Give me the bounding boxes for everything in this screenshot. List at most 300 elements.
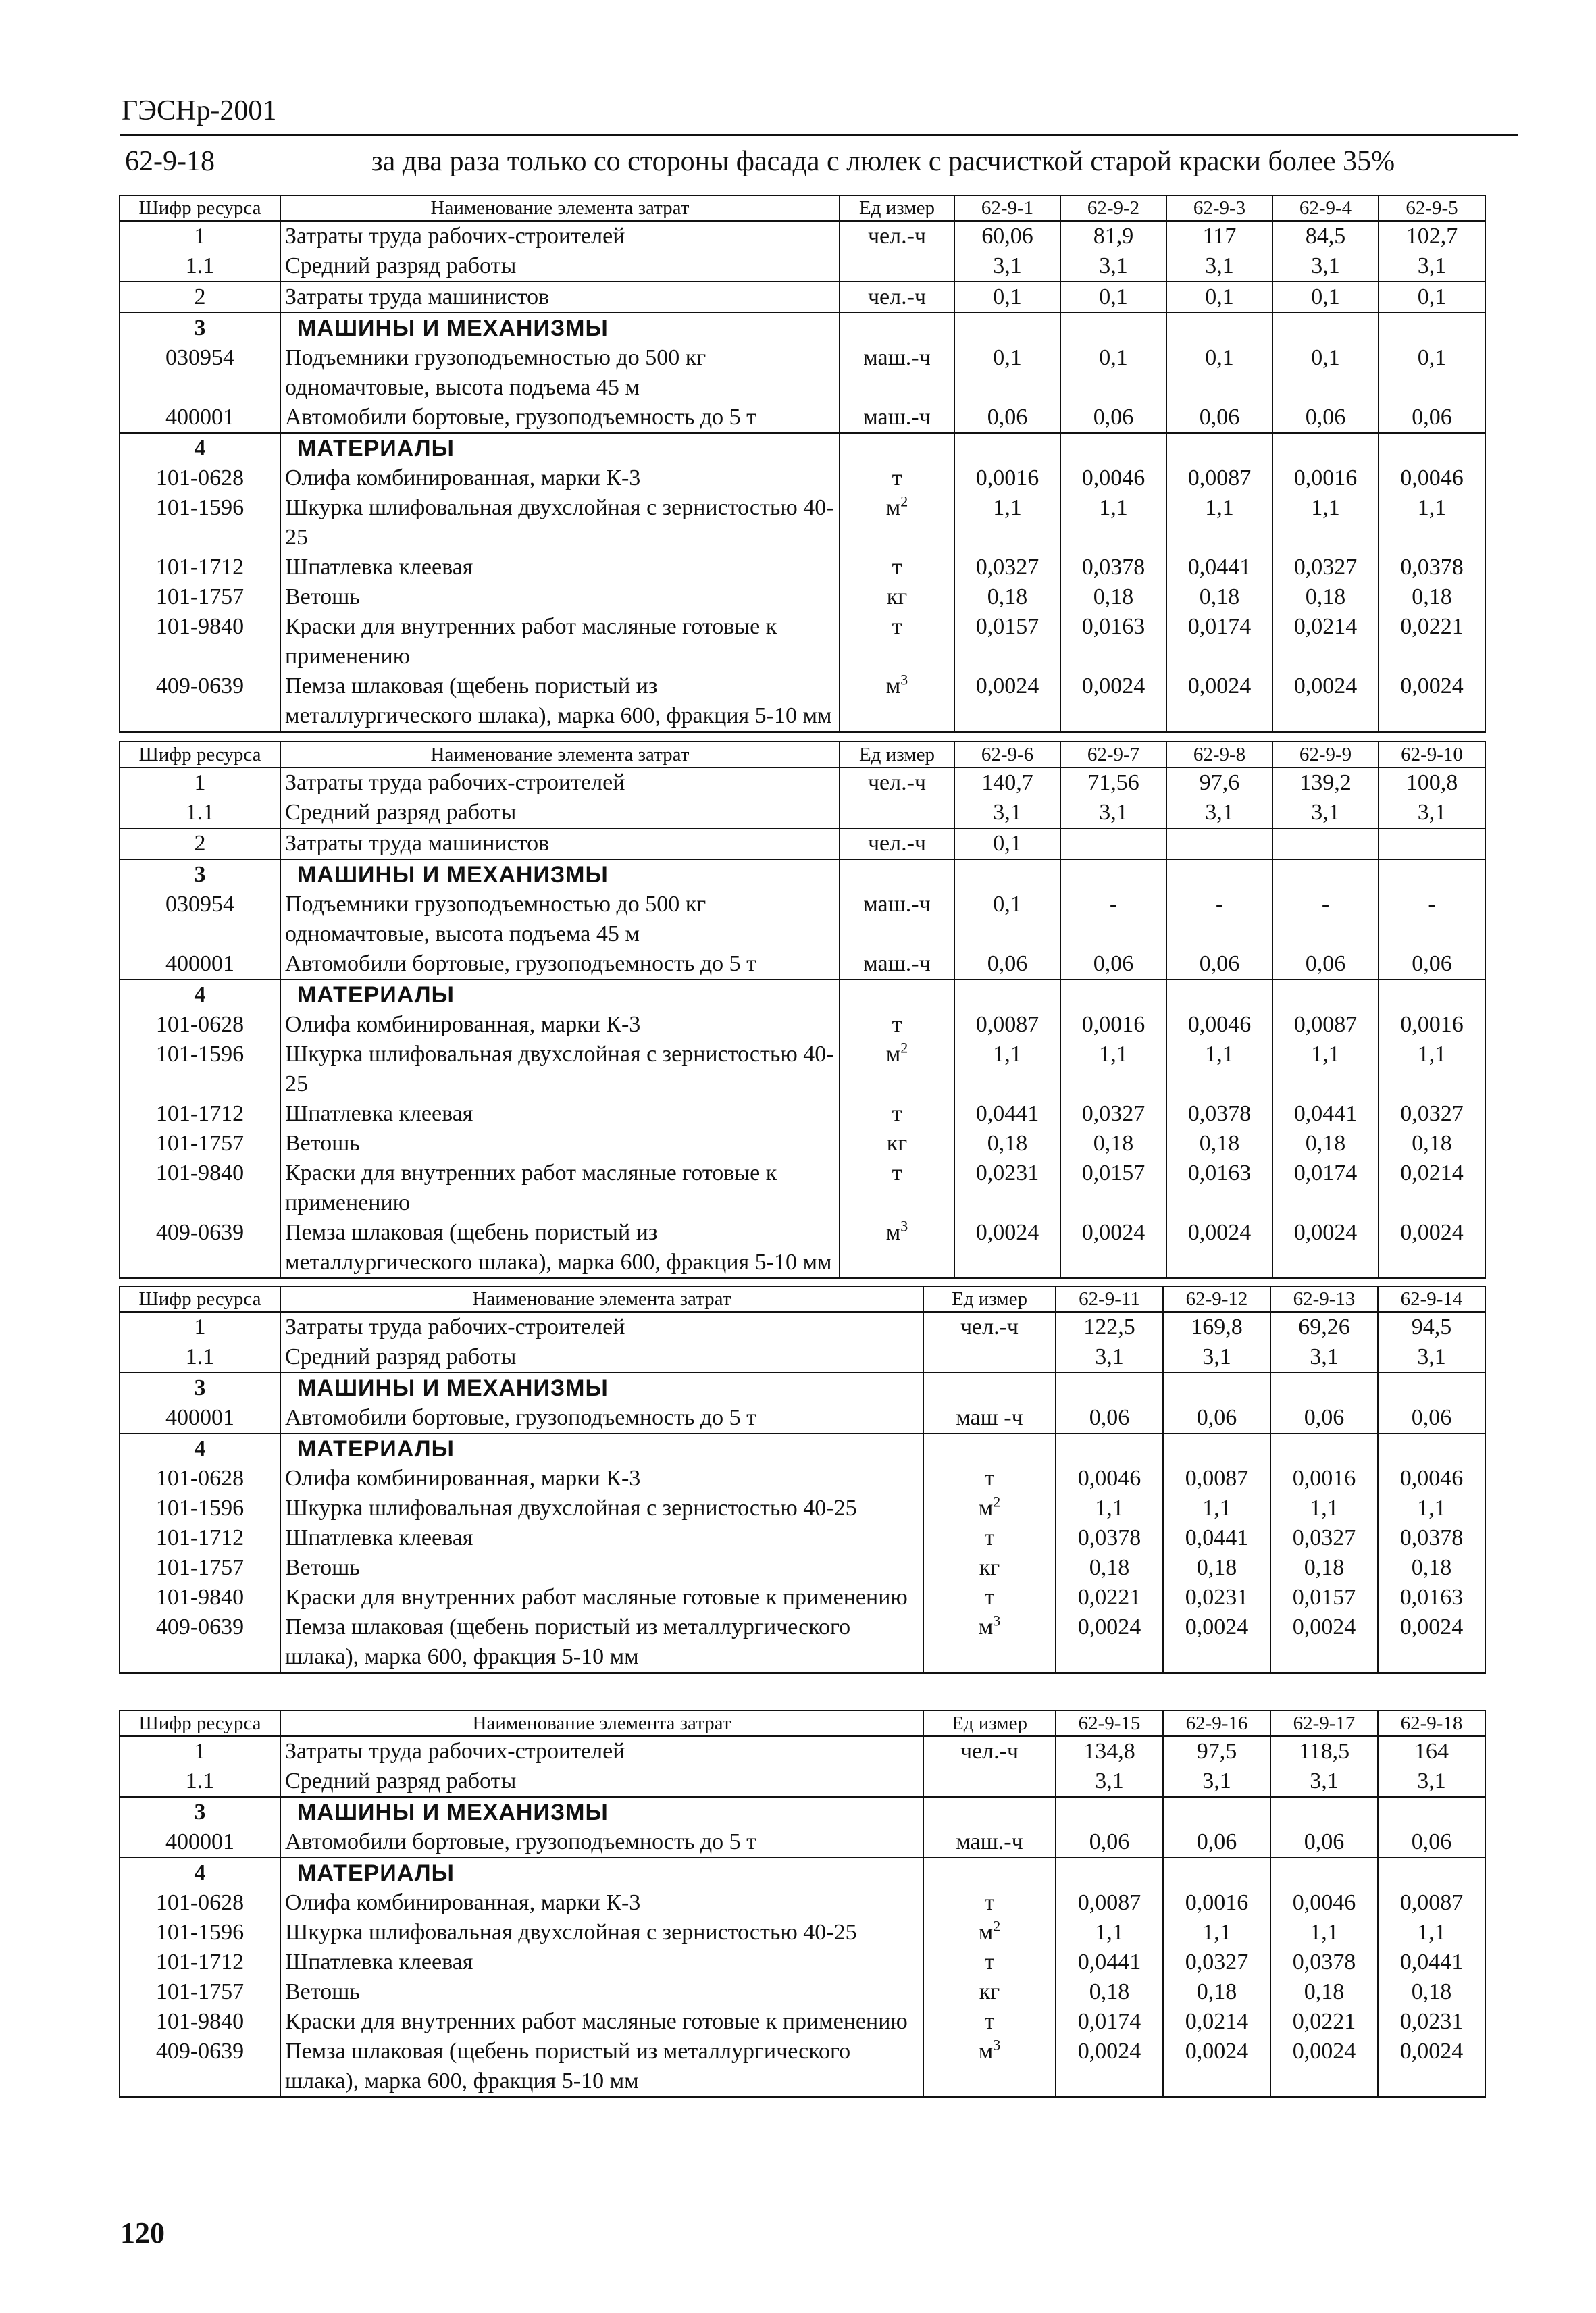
section-title: МАШИНЫ И МЕХАНИЗМЫ	[280, 313, 840, 343]
value-cell: 0,0024	[954, 1218, 1060, 1279]
table-row	[120, 1342, 1485, 1373]
unit-cell	[840, 282, 954, 313]
unit-cell	[923, 1403, 1056, 1433]
value-cell: -	[1060, 890, 1166, 949]
resource-name: Затраты труда машинистов	[280, 828, 840, 859]
unit: чел.-ч	[867, 224, 927, 249]
value-cell	[1166, 859, 1272, 890]
value-cell	[1272, 433, 1379, 463]
value-cell: 0,0378	[1270, 1948, 1378, 1977]
unit: м	[885, 1220, 901, 1245]
value-cell: 0,1	[1166, 343, 1272, 403]
value-cell: 0,0441	[1272, 1099, 1379, 1129]
value-cell: 0,0046	[1060, 463, 1166, 493]
header-unit: Ед измер	[923, 1710, 1056, 1736]
unit-cell	[840, 1218, 954, 1279]
value-cell: 3,1	[1379, 251, 1485, 282]
value-cell: 0,0087	[954, 1010, 1060, 1040]
unit-cell	[840, 1010, 954, 1040]
resource-name: Затраты труда рабочих-строителей	[280, 1312, 923, 1342]
value-cell	[1272, 980, 1379, 1010]
table-row	[120, 612, 1485, 671]
table-row	[120, 1129, 1485, 1159]
value-cell: 1,1	[1270, 1494, 1378, 1523]
resource-code: 101-1712	[120, 1948, 280, 1977]
unit: т	[892, 555, 902, 580]
section-row	[120, 1858, 1485, 1888]
value-cell: 0,0024	[1270, 2037, 1378, 2098]
resource-code: 1	[120, 767, 280, 798]
value-cell: 0,0214	[1163, 2007, 1270, 2037]
value-cell: 0,0214	[1272, 612, 1379, 671]
value-cell: 0,0016	[1060, 1010, 1166, 1040]
value-cell: 100,8	[1379, 767, 1485, 798]
resource-code: 400001	[120, 403, 280, 433]
resource-name: Ветошь	[280, 1977, 923, 2007]
header-norm: 62-9-7	[1060, 742, 1166, 767]
table-row	[120, 343, 1485, 403]
resource-code: 2	[120, 282, 280, 313]
value-cell: 71,56	[1060, 767, 1166, 798]
value-cell: 60,06	[954, 221, 1060, 251]
table-row	[120, 1099, 1485, 1129]
value-cell: 97,5	[1163, 1736, 1270, 1766]
header-norm: 62-9-16	[1163, 1710, 1270, 1736]
value-cell	[1166, 313, 1272, 343]
value-cell: 3,1	[1272, 251, 1379, 282]
resource-table-4	[119, 1710, 1486, 2098]
section-title: МАШИНЫ И МЕХАНИЗМЫ	[280, 1373, 923, 1403]
unit-superscript: 2	[993, 1493, 1001, 1510]
table-row	[120, 671, 1485, 732]
value-cell: 0,0214	[1379, 1159, 1485, 1218]
unit: т	[984, 1950, 995, 1975]
table-row	[120, 1403, 1485, 1433]
resource-name: Олифа комбинированная, марки К-3	[280, 1888, 923, 1918]
value-cell	[1272, 828, 1379, 859]
value-cell: 0,06	[1060, 403, 1166, 433]
table-row	[120, 1736, 1485, 1766]
value-cell: 0,1	[954, 343, 1060, 403]
resource-name: Пемза шлаковая (щебень пористый из металлургического шлака), марка 600, фракция 5-10 мм	[280, 1612, 923, 1673]
unit: т	[892, 465, 902, 490]
value-cell: 3,1	[1270, 1766, 1378, 1797]
value-cell: 0,0221	[1056, 1583, 1163, 1612]
value-cell: 84,5	[1272, 221, 1379, 251]
header-norm: 62-9-8	[1166, 742, 1272, 767]
value-cell: 0,0087	[1272, 1010, 1379, 1040]
section-row	[120, 1433, 1485, 1464]
table-row	[120, 890, 1485, 949]
unit-cell	[923, 1494, 1056, 1523]
value-cell: 0,0378	[1379, 553, 1485, 582]
unit: т	[984, 1525, 995, 1550]
resource-code: 3	[120, 1797, 280, 1827]
value-cell: 0,06	[1060, 949, 1166, 980]
header-norm: 62-9-1	[954, 195, 1060, 221]
value-cell	[1272, 313, 1379, 343]
value-cell: 0,0087	[1056, 1888, 1163, 1918]
value-cell: 0,06	[1272, 403, 1379, 433]
value-cell	[1163, 1373, 1270, 1403]
section-title: МАТЕРИАЛЫ	[280, 1433, 923, 1464]
unit: т	[892, 1101, 902, 1126]
value-cell: 1,1	[1166, 493, 1272, 553]
value-cell	[1060, 313, 1166, 343]
value-cell: 0,1	[1060, 282, 1166, 313]
table-row	[120, 1948, 1485, 1977]
value-cell: 117	[1166, 221, 1272, 251]
resource-code: 400001	[120, 1827, 280, 1858]
section-row	[120, 980, 1485, 1010]
resource-name: Шкурка шлифовальная двухслойная с зернистостью 40-25	[280, 1494, 923, 1523]
value-cell	[1166, 980, 1272, 1010]
value-cell: 0,0441	[1378, 1948, 1485, 1977]
value-cell: 0,1	[1379, 343, 1485, 403]
unit: кг	[886, 584, 908, 609]
unit: м	[885, 1042, 901, 1067]
value-cell	[1060, 859, 1166, 890]
section-title: МАТЕРИАЛЫ	[280, 1858, 923, 1888]
value-cell: 1,1	[1272, 1040, 1379, 1099]
value-cell: 3,1	[1166, 251, 1272, 282]
resource-name: Автомобили бортовые, грузоподъемность до 5 т	[280, 1403, 923, 1433]
unit-cell	[923, 1977, 1056, 2007]
value-cell: 0,18	[1166, 1129, 1272, 1159]
table-row	[120, 463, 1485, 493]
table-row	[120, 1827, 1485, 1858]
unit: т	[984, 1466, 995, 1491]
value-cell: 0,0221	[1270, 2007, 1378, 2037]
value-cell	[1056, 1373, 1163, 1403]
value-cell: 0,0174	[1166, 612, 1272, 671]
resource-code: 1	[120, 1312, 280, 1342]
resource-name: Шпатлевка клеевая	[280, 1948, 923, 1977]
unit-superscript: 2	[900, 492, 908, 510]
page-number: 120	[120, 2216, 165, 2250]
header-unit: Ед измер	[840, 742, 954, 767]
value-cell: 0,0163	[1166, 1159, 1272, 1218]
resource-name: Затраты труда рабочих-строителей	[280, 1736, 923, 1766]
header-norm: 62-9-2	[1060, 195, 1166, 221]
value-cell: 102,7	[1379, 221, 1485, 251]
table-row	[120, 1312, 1485, 1342]
value-cell	[1163, 1433, 1270, 1464]
header-unit: Ед измер	[923, 1286, 1056, 1312]
value-cell: 1,1	[1163, 1494, 1270, 1523]
value-cell: 134,8	[1056, 1736, 1163, 1766]
value-cell: 3,1	[1163, 1342, 1270, 1373]
table-row	[120, 1523, 1485, 1553]
table-row	[120, 1494, 1485, 1523]
value-cell: 0,0024	[954, 671, 1060, 732]
value-cell: 1,1	[1379, 493, 1485, 553]
value-cell: 0,0327	[1379, 1099, 1485, 1129]
value-cell: 0,0016	[1163, 1888, 1270, 1918]
value-cell: 0,0163	[1060, 612, 1166, 671]
value-cell: 0,18	[1163, 1553, 1270, 1583]
value-cell: 1,1	[1379, 1040, 1485, 1099]
section-row	[120, 1797, 1485, 1827]
table-row	[120, 403, 1485, 433]
value-cell: 0,0046	[1166, 1010, 1272, 1040]
value-cell: 0,0024	[1056, 1612, 1163, 1673]
resource-code: 1.1	[120, 798, 280, 828]
value-cell: 0,06	[1166, 949, 1272, 980]
unit-cell	[840, 463, 954, 493]
unit-cell	[923, 1736, 1056, 1766]
value-cell: 0,0441	[1166, 553, 1272, 582]
value-cell: 3,1	[1272, 798, 1379, 828]
value-cell: 0,0174	[1056, 2007, 1163, 2037]
value-cell: 0,06	[1379, 949, 1485, 980]
unit-cell	[840, 1099, 954, 1129]
value-cell	[954, 313, 1060, 343]
value-cell: 0,0024	[1272, 1218, 1379, 1279]
resource-code: 101-1596	[120, 1494, 280, 1523]
unit: т	[892, 1161, 902, 1186]
unit-cell	[840, 403, 954, 433]
table-row	[120, 221, 1485, 251]
value-cell: 1,1	[1056, 1918, 1163, 1948]
resource-name: Ветошь	[280, 1129, 840, 1159]
value-cell: 0,18	[1270, 1977, 1378, 2007]
unit-cell	[840, 612, 954, 671]
value-cell: 0,0024	[1378, 1612, 1485, 1673]
value-cell: 0,0024	[1166, 671, 1272, 732]
unit-cell	[840, 553, 954, 582]
unit: кг	[979, 1979, 1000, 2004]
resource-code: 4	[120, 1858, 280, 1888]
unit: т	[984, 1585, 995, 1610]
value-cell	[1060, 433, 1166, 463]
resource-code: 1.1	[120, 1766, 280, 1797]
value-cell: 1,1	[1272, 493, 1379, 553]
value-cell	[1270, 1858, 1378, 1888]
unit-cell	[923, 1948, 1056, 1977]
document-title: ГЭСНр-2001	[122, 95, 277, 126]
resource-name: Олифа комбинированная, марки К-3	[280, 463, 840, 493]
unit-cell	[840, 221, 954, 251]
header-norm: 62-9-11	[1056, 1286, 1163, 1312]
resource-code: 409-0639	[120, 2037, 280, 2098]
resource-code: 1.1	[120, 1342, 280, 1373]
unit: м	[978, 1920, 994, 1945]
table-row	[120, 1918, 1485, 1948]
value-cell: 0,18	[1379, 1129, 1485, 1159]
table-row	[120, 493, 1485, 553]
unit-cell	[923, 1433, 1056, 1464]
unit-cell	[923, 1523, 1056, 1553]
unit: маш.-ч	[863, 345, 931, 370]
unit-cell	[840, 493, 954, 553]
resource-code: 101-1757	[120, 582, 280, 612]
value-cell	[954, 859, 1060, 890]
resource-name: Затраты труда машинистов	[280, 282, 840, 313]
section-title: МАШИНЫ И МЕХАНИЗМЫ	[280, 1797, 923, 1827]
header-norm: 62-9-3	[1166, 195, 1272, 221]
table-row	[120, 1612, 1485, 1673]
value-cell: 0,0024	[1379, 671, 1485, 732]
resource-code: 1	[120, 1736, 280, 1766]
value-cell: 122,5	[1056, 1312, 1163, 1342]
unit-cell	[840, 343, 954, 403]
value-cell: 0,0016	[1379, 1010, 1485, 1040]
unit-cell	[840, 1040, 954, 1099]
value-cell: 0,0231	[954, 1159, 1060, 1218]
header-name: Наименование элемента затрат	[280, 1286, 923, 1312]
unit-cell	[840, 859, 954, 890]
unit: маш.-ч	[863, 951, 931, 976]
resource-code: 4	[120, 980, 280, 1010]
unit-cell	[923, 1342, 1056, 1373]
value-cell	[1270, 1797, 1378, 1827]
unit-cell	[923, 2037, 1056, 2098]
value-cell: 0,18	[1163, 1977, 1270, 2007]
value-cell: 0,0046	[1379, 463, 1485, 493]
resource-code: 030954	[120, 343, 280, 403]
value-cell: 0,0231	[1163, 1583, 1270, 1612]
resource-name: Подъемники грузоподъемностью до 500 кг одномачтовые, высота подъема 45 м	[280, 343, 840, 403]
unit: чел.-ч	[867, 284, 927, 309]
value-cell	[1163, 1797, 1270, 1827]
value-cell: 1,1	[1378, 1918, 1485, 1948]
resource-name: Автомобили бортовые, грузоподъемность до 5 т	[280, 949, 840, 980]
value-cell: 0,18	[1270, 1553, 1378, 1583]
unit: т	[892, 1012, 902, 1037]
table-row	[120, 949, 1485, 980]
value-cell: 140,7	[954, 767, 1060, 798]
norm-description: за два раза только со стороны фасада с люлек с расчисткой старой краски более 35%	[371, 146, 1395, 177]
unit-cell	[923, 1888, 1056, 1918]
resource-name: Краски для внутренних работ масляные готовые к применению	[280, 1583, 923, 1612]
resource-name: Средний разряд работы	[280, 1766, 923, 1797]
resource-code: 101-0628	[120, 1464, 280, 1494]
value-cell: 0,18	[1056, 1553, 1163, 1583]
value-cell: 3,1	[1166, 798, 1272, 828]
resource-name: Автомобили бортовые, грузоподъемность до 5 т	[280, 1827, 923, 1858]
header-rule	[120, 134, 1518, 136]
unit-cell	[840, 949, 954, 980]
value-cell: 1,1	[1056, 1494, 1163, 1523]
value-cell: 0,0378	[1060, 553, 1166, 582]
resource-code: 101-1712	[120, 1099, 280, 1129]
value-cell: 0,0024	[1378, 2037, 1485, 2098]
header-norm: 62-9-10	[1379, 742, 1485, 767]
value-cell: 0,18	[1272, 582, 1379, 612]
value-cell: 164	[1378, 1736, 1485, 1766]
value-cell: 0,1	[954, 890, 1060, 949]
table-row	[120, 2007, 1485, 2037]
resource-code: 101-9840	[120, 612, 280, 671]
value-cell: 0,0024	[1379, 1218, 1485, 1279]
value-cell: 0,0327	[1163, 1948, 1270, 1977]
unit: чел.-ч	[960, 1315, 1019, 1340]
resource-code: 101-1596	[120, 493, 280, 553]
resource-code: 409-0639	[120, 1218, 280, 1279]
value-cell: 1,1	[954, 493, 1060, 553]
value-cell: 0,0327	[1270, 1523, 1378, 1553]
unit-cell	[840, 767, 954, 798]
unit: чел.-ч	[867, 770, 927, 795]
table-header-row	[120, 195, 1485, 221]
resource-name: Краски для внутренних работ масляные готовые к применению	[280, 1159, 840, 1218]
resource-code: 3	[120, 1373, 280, 1403]
header-norm: 62-9-13	[1270, 1286, 1378, 1312]
unit-cell	[840, 1129, 954, 1159]
value-cell: 0,0024	[1056, 2037, 1163, 2098]
resource-table-2	[119, 741, 1486, 1279]
table-row	[120, 251, 1485, 282]
value-cell: 0,1	[1272, 282, 1379, 313]
resource-name: Шкурка шлифовальная двухслойная с зернистостью 40-25	[280, 1918, 923, 1948]
value-cell: 3,1	[1378, 1766, 1485, 1797]
value-cell: 3,1	[1060, 798, 1166, 828]
resource-name: Краски для внутренних работ масляные готовые к применению	[280, 2007, 923, 2037]
value-cell: 0,18	[1378, 1553, 1485, 1583]
table-row	[120, 798, 1485, 828]
unit-cell	[840, 798, 954, 828]
table-row	[120, 1977, 1485, 2007]
table-row	[120, 1040, 1485, 1099]
value-cell: 0,0327	[954, 553, 1060, 582]
value-cell: 94,5	[1378, 1312, 1485, 1342]
resource-name: Краски для внутренних работ масляные готовые к применению	[280, 612, 840, 671]
header-norm: 62-9-12	[1163, 1286, 1270, 1312]
value-cell: 0,1	[954, 282, 1060, 313]
unit-cell	[923, 1918, 1056, 1948]
value-cell	[1379, 313, 1485, 343]
header-norm: 62-9-6	[954, 742, 1060, 767]
resource-code: 101-1596	[120, 1040, 280, 1099]
resource-name: Ветошь	[280, 582, 840, 612]
value-cell: 3,1	[954, 251, 1060, 282]
unit-superscript: 3	[900, 1217, 908, 1235]
value-cell: 0,0157	[1270, 1583, 1378, 1612]
unit: маш.-ч	[863, 405, 931, 430]
value-cell: 0,1	[1379, 282, 1485, 313]
value-cell	[1056, 1433, 1163, 1464]
value-cell: -	[1166, 890, 1272, 949]
value-cell: 0,06	[1163, 1403, 1270, 1433]
value-cell: 1,1	[954, 1040, 1060, 1099]
table-row	[120, 1766, 1485, 1797]
value-cell: 0,0231	[1378, 2007, 1485, 2037]
unit: м	[885, 673, 901, 698]
resource-code: 101-9840	[120, 1159, 280, 1218]
unit-cell	[840, 980, 954, 1010]
value-cell: 0,0024	[1166, 1218, 1272, 1279]
header-code: Шифр ресурса	[120, 1286, 280, 1312]
resource-code: 101-9840	[120, 2007, 280, 2037]
unit: чел.-ч	[867, 831, 927, 856]
unit-superscript: 2	[993, 1917, 1001, 1935]
unit-superscript: 3	[993, 2036, 1001, 2054]
header-code: Шифр ресурса	[120, 1710, 280, 1736]
resource-name: Пемза шлаковая (щебень пористый из металлургического шлака), марка 600, фракция 5-10 мм	[280, 1218, 840, 1279]
resource-code: 101-9840	[120, 1583, 280, 1612]
value-cell: 0,0087	[1166, 463, 1272, 493]
value-cell: 3,1	[1060, 251, 1166, 282]
section-title: МАШИНЫ И МЕХАНИЗМЫ	[280, 859, 840, 890]
header-code: Шифр ресурса	[120, 742, 280, 767]
resource-code: 1	[120, 221, 280, 251]
unit-superscript: 2	[900, 1039, 908, 1057]
unit: маш.-ч	[956, 1829, 1023, 1854]
resource-name: Шпатлевка клеевая	[280, 553, 840, 582]
resource-code: 3	[120, 859, 280, 890]
section-title: МАТЕРИАЛЫ	[280, 433, 840, 463]
